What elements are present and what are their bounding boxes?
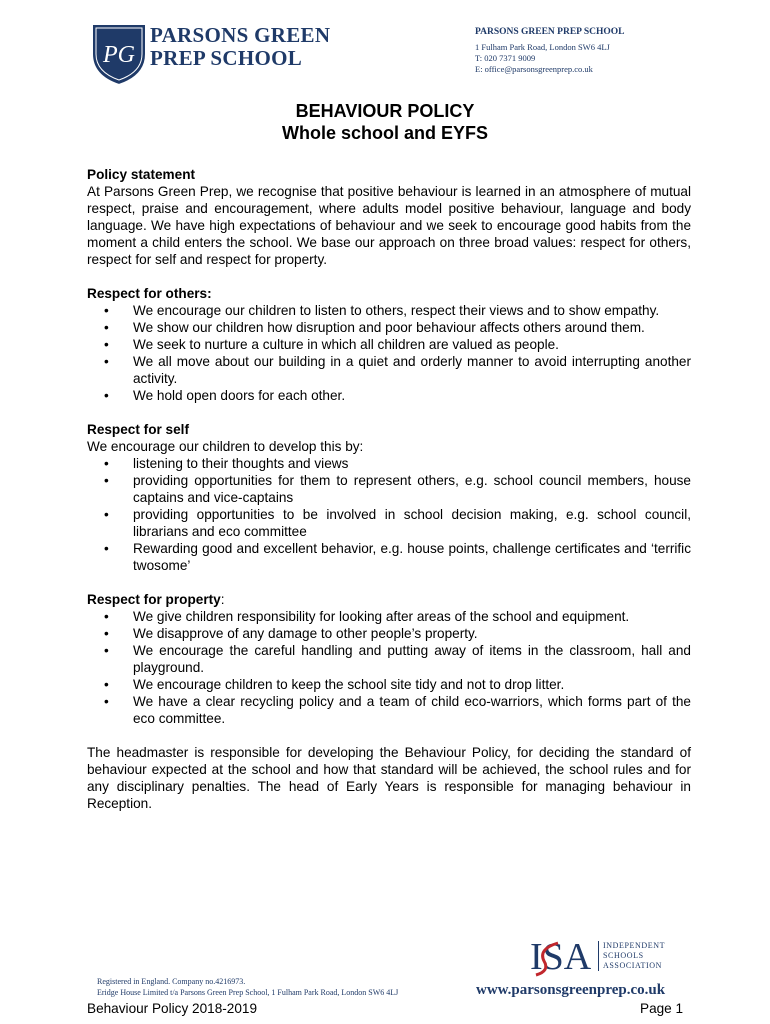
- contact-block: [475, 27, 624, 75]
- contact-email[interactable]: E: office@parsonsgreenprep.co.uk: [475, 64, 593, 74]
- policy-statement-heading: Policy statement: [87, 167, 196, 182]
- list-item-text: We hold open doors for each other.: [133, 388, 346, 403]
- school-crest-logo: [84, 18, 154, 88]
- school-brand-name: [150, 24, 330, 70]
- list-item-text: providing opportunities for them to represent others, e.g. school council members, house captains and vice-captains: [133, 473, 691, 505]
- isa-tag-line-1: INDEPENDENT: [603, 941, 666, 950]
- list-item: [87, 676, 691, 693]
- bullet-icon: •: [104, 473, 109, 488]
- policy-statement-text: At Parsons Green Prep, we recognise that positive behaviour is learned in an atmosphere of mutual respect, praise and encouragement, where adults model positive behaviour, language and body language. We have high expectations of behaviour and we seek to encourage good habits from the moment a child enters the school. We base our approach on three broad values: respect for others, respect for self and respect for property.: [87, 184, 691, 267]
- list-item: [87, 455, 691, 472]
- isa-letters: ISA: [530, 936, 592, 978]
- logo-letters: PG: [103, 42, 135, 68]
- list-item-text: listening to their thoughts and views: [133, 456, 349, 471]
- list-item-text: Rewarding good and excellent behavior, e.g. house points, challenge certificates and ‘terrific twosome’: [133, 541, 691, 573]
- document-title: [0, 100, 770, 144]
- isa-tag-line-2: SCHOOLS: [603, 951, 644, 960]
- closing-paragraph: The headmaster is responsible for developing the Behaviour Policy, for deciding the standard of behaviour expected at the school and how that standard will be achieved, the school rules and for any disciplinary penalties. The head of Early Years is responsible for managing behaviour in Reception.: [87, 745, 691, 811]
- list-item-text: We disapprove of any damage to other people’s property.: [133, 626, 478, 641]
- bullet-icon: •: [104, 643, 109, 658]
- bullet-icon: •: [104, 677, 109, 692]
- list-item: [87, 693, 691, 727]
- title-line-1: BEHAVIOUR POLICY: [295, 101, 475, 121]
- registration-info: [97, 976, 398, 998]
- isa-logo: [530, 937, 670, 979]
- respect-others-heading: Respect for others:: [87, 286, 212, 301]
- bullet-icon: •: [104, 456, 109, 471]
- contact-address: 1 Fulham Park Road, London SW6 4LJ: [475, 42, 610, 52]
- list-item: [87, 625, 691, 642]
- bullet-icon: •: [104, 507, 109, 522]
- list-item-text: We seek to nurture a culture in which all children are valued as people.: [133, 337, 559, 352]
- contact-phone: T: 020 7371 9009: [475, 53, 536, 63]
- registration-line-2: Eridge House Limited t/a Parsons Green Prep School, 1 Fulham Park Road, London SW6 4LJ: [97, 988, 399, 997]
- list-item-text: We encourage our children to listen to others, respect their views and to show empathy.: [133, 303, 660, 318]
- respect-others-section: [87, 285, 691, 404]
- list-item: [87, 319, 691, 336]
- bullet-icon: •: [104, 320, 109, 335]
- bullet-icon: •: [104, 609, 109, 624]
- respect-property-heading: Respect for property: [87, 592, 221, 607]
- list-item: [87, 472, 691, 506]
- page-number: Page 1: [640, 1001, 684, 1016]
- bullet-icon: •: [104, 541, 109, 556]
- isa-tag-line-3: ASSOCIATION: [603, 961, 663, 970]
- respect-self-intro: We encourage our children to develop this by:: [87, 439, 364, 454]
- respect-property-list: [87, 608, 691, 727]
- isa-swoosh-icon: [532, 937, 562, 977]
- respect-property-heading-line: [87, 591, 691, 608]
- list-item-text: We encourage the careful handling and putting away of items in the classroom, hall and playground.: [133, 643, 691, 675]
- list-item: [87, 506, 691, 540]
- respect-self-heading: Respect for self: [87, 422, 189, 437]
- brand-line-1: PARSONS GREEN: [150, 23, 331, 47]
- list-item-text: providing opportunities to be involved in school decision making, e.g. school council, librarians and eco committee: [133, 507, 691, 539]
- list-item: [87, 540, 691, 574]
- respect-others-list: [87, 302, 691, 404]
- list-item: [87, 353, 691, 387]
- isa-tagline: [598, 941, 665, 971]
- list-item-text: We all move about our building in a quiet and orderly manner to avoid interrupting another activity.: [133, 354, 691, 386]
- respect-property-section: [87, 591, 691, 727]
- bullet-icon: •: [104, 388, 109, 403]
- list-item: [87, 302, 691, 319]
- list-item-text: We encourage children to keep the school site tidy and not to drop litter.: [133, 677, 565, 692]
- respect-self-list: [87, 455, 691, 574]
- website-link[interactable]: www.parsonsgreenprep.co.uk: [476, 982, 666, 998]
- heading-colon: :: [220, 592, 225, 607]
- list-item-text: We show our children how disruption and poor behaviour affects others around them.: [133, 320, 645, 335]
- registration-line-1: Registered in England. Company no.4216973.: [97, 977, 246, 986]
- list-item: [87, 608, 691, 625]
- list-item: [87, 336, 691, 353]
- policy-content: [87, 166, 691, 812]
- respect-self-section: [87, 421, 691, 574]
- bullet-icon: •: [104, 303, 109, 318]
- bullet-icon: •: [104, 694, 109, 709]
- bullet-icon: •: [104, 626, 109, 641]
- list-item: [87, 642, 691, 676]
- title-line-2: Whole school and EYFS: [281, 123, 488, 143]
- brand-line-2: PREP SCHOOL: [150, 46, 303, 70]
- bullet-icon: •: [104, 337, 109, 352]
- bullet-icon: •: [104, 354, 109, 369]
- contact-school-name: PARSONS GREEN PREP SCHOOL: [475, 27, 625, 37]
- list-item-text: We give children responsibility for looking after areas of the school and equipment.: [133, 609, 630, 624]
- list-item-text: We have a clear recycling policy and a team of child eco-warriors, which forms part of the eco committee.: [133, 694, 691, 726]
- list-item: [87, 387, 691, 404]
- footer-policy-year: Behaviour Policy 2018-2019: [87, 1001, 258, 1016]
